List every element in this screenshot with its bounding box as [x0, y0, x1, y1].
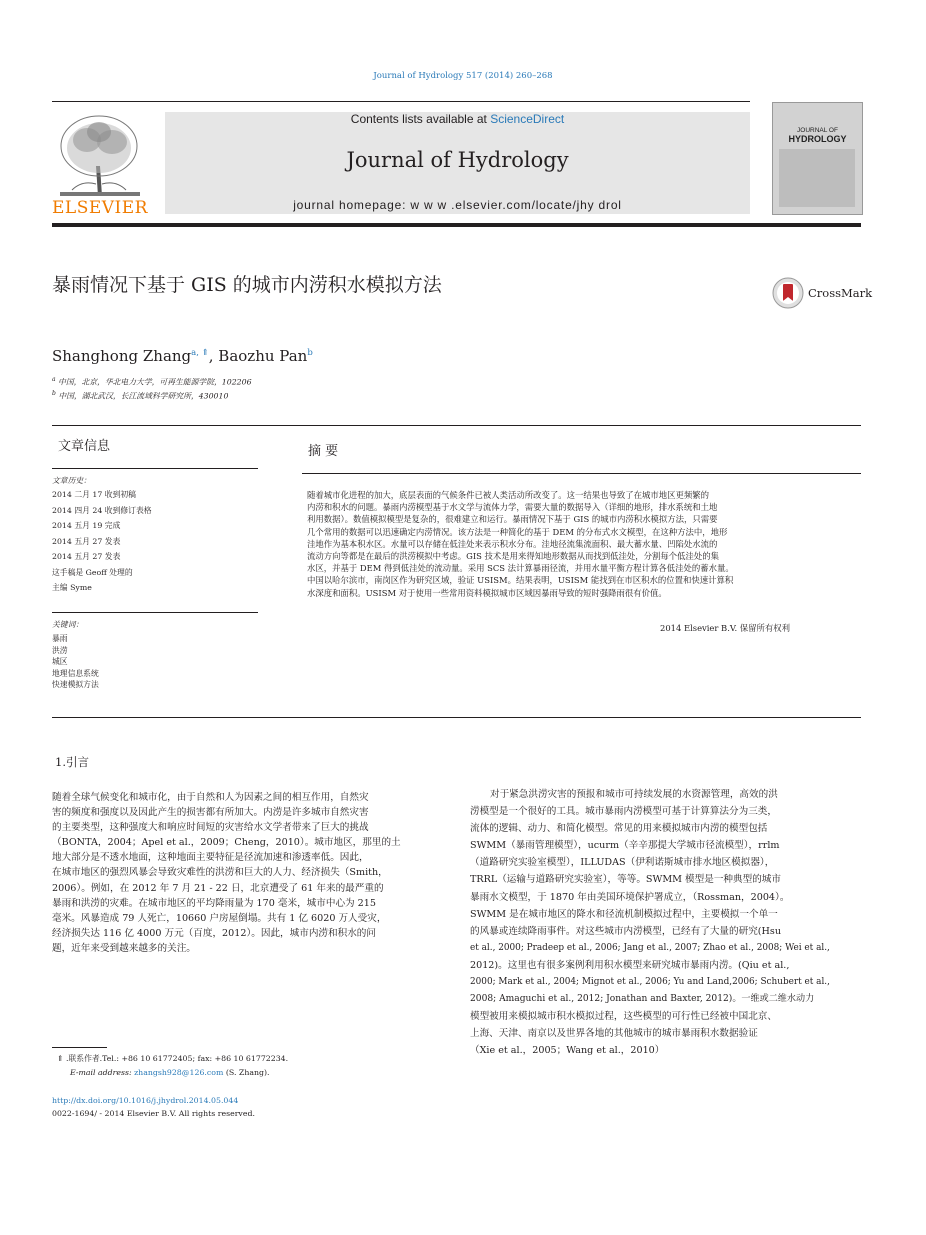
article-title: 暴雨情况下基于 GIS 的城市内涝积水模拟方法 [52, 274, 442, 296]
journal-title: Journal of Hydrology [346, 148, 569, 172]
crossmark-badge[interactable] [772, 277, 873, 309]
journal-banner [165, 112, 750, 214]
elsevier-logo [52, 110, 148, 218]
keywords-list [52, 633, 99, 691]
journal-cover [772, 102, 863, 215]
elsevier-wordmark: ELSEVIER [52, 198, 148, 218]
history-list [52, 487, 152, 596]
info-rule [52, 468, 258, 469]
intro-right-column: 对于紧急洪涝灾害的预报和城市可持续发展的水资源管理，高效的洪 涝模型是一个很好的工具。城市暴雨内涝模型可基于计算算法分为三类， 流体的逻辑、动力、和简化模型。常见的用来模拟城市内涝的模型包括 SWMM（暴雨管理模型），ucurm（辛辛那提大学城市径流模型），rrlm （道路研究实验室模型），ILLUDAS（伊利诺斯城市排水地区模拟器）， TRRL（运输与道路研究实验室），等等。SWMM 模型是一种典型的城市 暴雨水文模型，于 1870 年由美国环境保护署成立，（Rossman，2004）。 SWMM 是在城市地区的降水和径流机制模拟过程中，主要模拟一个单一 的风暴或连续降雨事件。对这些城市内涝模型，已经有了大量的研究(Hsu et al., 2000; Pradeep et al., 2006; Jang et al., 2007; Zhao et al., 2008; Wei et al., 2012)。这里也有很多案例利用积水模型来研究城市暴雨内涝。(Qiu et al., 2000; Mark et al., 2004; Mignot et al., 2006; Yu and Land,2006; Schubert et al., 2008; Amaguchi et al., 2012; Jonathan and Baxter, 2012)。一维或二维水动力 模型被用来模拟城市积水模拟过程，这些模型的可行性已经被中国北京、 上海、天津、南京以及世界各地的其他城市的城市暴雨积水数据验证 （Xie et al.，2005；Wang et al.，2010） [470, 789, 830, 1057]
author-sup[interactable]: a, ⇑ [191, 348, 209, 358]
cover-label-main: HYDROLOGY [788, 134, 847, 144]
keyword-item: 城区 [52, 657, 68, 666]
history-item: 2014 四月 24 收到修订表格 [52, 505, 152, 515]
keyword-item: 快速模拟方法 [52, 680, 99, 689]
intro-heading: 1.引言 [55, 755, 89, 769]
info-heading: 文章信息 [58, 439, 111, 454]
section-bottom-rule [52, 717, 861, 718]
doi-link[interactable]: http://dx.doi.org/10.1016/j.jhydrol.2014.05.044 [52, 1096, 239, 1105]
section-top-rule [52, 425, 861, 426]
cover-image [779, 149, 855, 207]
abstract-rule [302, 473, 861, 474]
author-sup[interactable]: b [307, 348, 313, 358]
cover-label-top: JOURNAL OF [797, 127, 838, 134]
abstract-heading: 摘 要 [308, 444, 339, 459]
sciencedirect-link[interactable]: ScienceDirect [490, 112, 565, 126]
history-item: 2014 五月 27 发表 [52, 552, 121, 561]
history-item: 这手稿是 Geoff 处理的 [52, 567, 133, 577]
keyword-item: 洪涝 [52, 645, 68, 655]
history-item: 2014 五月 27 发表 [52, 536, 121, 546]
email-note: E-mail address: zhangsh928@126.com (S. Zhang). [70, 1068, 270, 1077]
abstract-copyright: 2014 Elsevier B.V. 保留所有权利 [660, 623, 791, 633]
running-header: Journal of Hydrology 517 (2014) 260–268 [373, 71, 553, 81]
author-name: Shanghong Zhang [52, 347, 192, 365]
history-item: 2014 五月 19 完成 [52, 521, 121, 530]
contents-line: Contents lists available at ScienceDirect [350, 112, 565, 126]
crossmark-label: CrossMark [808, 286, 873, 300]
homepage-line: journal homepage: w w w .elsevier.com/locate/jhy drol [293, 198, 622, 212]
corresponding-author-note: ⇑ .联系作者.Tel.: +86 10 61772405; fax: +86 10 61772234. [57, 1054, 289, 1063]
banner-top-rule [52, 101, 750, 102]
email-link[interactable]: zhangsh928@126.com [134, 1068, 224, 1077]
keywords-rule [52, 612, 258, 613]
history-label: 文章历史： [52, 476, 91, 485]
keyword-item: 地理信息系统 [52, 668, 99, 678]
affiliation-a: $^a$ 中国，北京，华北电力大学，可再生能源学院，102206 [52, 376, 252, 387]
affiliation-b: $^b$ 中国，湖北武汉，长江流域科学研究所，430010 [52, 390, 229, 401]
abstract-text: 随着城市化进程的加大，底层表面的气候条件已被人类活动所改变了。这一结果也导致了在城市地区更频繁的 内涝和积水的问题。暴雨内涝模型基于水文学与流体力学，需要大量的数据导入（详细的地形，排水系统和土地 利用数据）。数值模拟模型是复杂的，很难建立和运行。暴雨情况下基于 GIS 的城市内涝积水模拟方法，只需要 几个常用的数据可以迅速确定内涝情况。该方法是一种简化的基于 DEM 的分布式水文模型，在这种方法中，地形 洼地作为基本积水区。水量可以存储在低洼处来表示积水分布。洼地径流集流面积、最大蓄水量、凹陷处水流的 流动方向等都是在最后的洪涝模拟中考虑。GIS 技术是用来得知地形数据从而找到低洼处，分割每个低洼处的集 水区，并基于 DEM 得到低洼处的流动量。采用 SCS 法计算暴雨径流，并用水量平衡方程计算各低洼处的蓄水量。 中国以哈尔滨市，南岗区作为研究区域，验证 USISM。结果表明，USISM 能找到在市区积水的位置和快速计算积 水深度和面积。USISM 对于使用一些常用资料模拟城市区域因暴雨导致的短时强降雨很有价值。 [307, 490, 734, 598]
history-item: 2014 二月 17 收到初稿 [52, 490, 136, 499]
history-item: 主编 Syme [52, 583, 92, 592]
elsevier-tree-icon [52, 110, 147, 198]
keyword-item: 暴雨 [52, 634, 68, 643]
author-name: Baozhu Pan [218, 347, 308, 365]
keywords-label: 关键词： [52, 620, 84, 629]
author-list: Shanghong Zhang$^{a, ⇑}$, Baozhu Pan$^b$ [52, 347, 313, 365]
homepage-url[interactable]: w w w .elsevier.com/locate/jhy drol [410, 198, 622, 212]
crossmark-icon [772, 277, 804, 309]
footnote-rule [52, 1047, 107, 1048]
intro-left-column: 随着全球气候变化和城市化，由于自然和人为因素之间的相互作用，自然灾 害的频度和强度以及因此产生的损害都有所加大。内涝是许多城市自然灾害 的主要类型，这种强度大和响应时间短的灾害给水文学者带来了巨大的挑战 （BONTA，2004；Apel et al.，2009；Cheng，2010）。城市地区，那里的土 地大部分是不透水地面，这种地面主要特征是径流加速和渗透率低。因此， 在城市地区的强烈风暴会导致灾难性的洪涝和巨大的人力、经济损失（Smith， 2006）。例如，在 2012 年 7 月 21 - 22 日，北京遭受了 61 年来的最严重的 暴雨和洪涝的灾难。在城市地区的平均降雨量为 170 毫米，城市中心为 215 毫米。风暴造成 79 人死亡，10660 户房屋倒塌。共有 1 亿 6020 万人受灾， 经济损失达 116 亿 4000 万元（百度，2012）。因此，城市内涝和积水的问 题，近年来受到越来越多的关注。 [52, 792, 401, 954]
issn-line: 0022-1694/ - 2014 Elsevier B.V. All rights reserved. [52, 1109, 255, 1118]
banner-bottom-rule [52, 223, 861, 227]
